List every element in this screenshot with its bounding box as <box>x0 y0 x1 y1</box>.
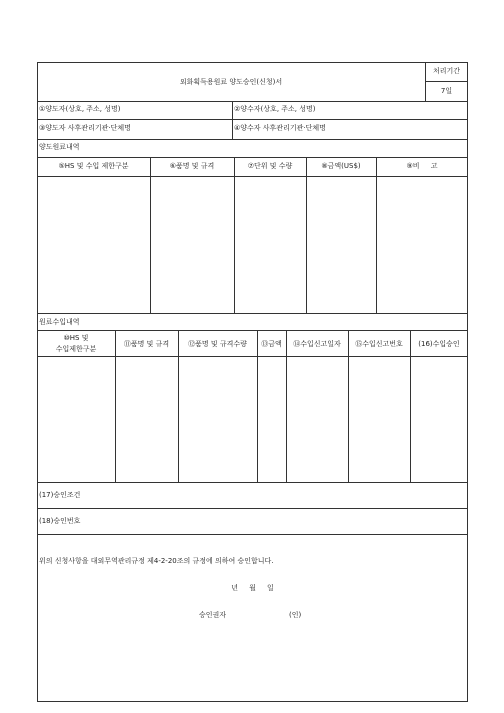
col-header: ⑬금액 <box>261 340 282 348</box>
row-line <box>37 508 468 509</box>
transferee-field: ②양수자(상호, 주소, 성명) <box>234 105 316 113</box>
col-line <box>150 157 151 313</box>
period-divider <box>425 81 468 82</box>
col-line <box>286 330 287 482</box>
col-header: ⑮수입신고번호 <box>355 340 403 348</box>
seal-mark: (인) <box>289 611 302 619</box>
col-header: ⑧금액(US$) <box>321 162 361 170</box>
form-border <box>37 62 468 702</box>
row-line <box>37 176 468 177</box>
col-header: ⑫품명 및 규격수량 <box>188 340 247 348</box>
row-line <box>37 482 468 483</box>
col-line <box>257 330 258 482</box>
col-line <box>410 330 411 482</box>
row-line <box>37 330 468 331</box>
processing-period-value: 7일 <box>440 87 453 95</box>
col-line <box>178 330 179 482</box>
import-section-label: 원료수입내역 <box>39 318 80 326</box>
transferee-agency-field: ④양수자 사후관리기관·단체명 <box>234 124 326 132</box>
approver-label: 승인권자 <box>199 611 227 619</box>
transferor-agency-field: ③양도자 사후관리기관·단체명 <box>39 124 131 132</box>
row-line <box>37 119 468 120</box>
col-header: ⑭수입신고일자 <box>293 340 341 348</box>
date-line: 년 월 일 <box>231 584 274 592</box>
col-line <box>306 157 307 313</box>
transferor-field: ①양도자(상호, 주소, 성명) <box>39 105 121 113</box>
col-line <box>234 157 235 313</box>
col-header: ⑦단위 및 수량 <box>247 162 293 170</box>
row-line <box>37 534 468 535</box>
approval-statement: 위의 신청사항을 대외무역관리규정 제4-2-20조의 규정에 의하여 승인합니다. <box>39 557 274 565</box>
row-line <box>37 139 468 140</box>
col-header-line1: ⑩HS 및 <box>63 334 89 342</box>
col-header: ⑤HS 및 수입 제한구분 <box>58 162 129 170</box>
col-line <box>348 330 349 482</box>
form-title: 외화획득용원료 양도승인(신청)서 <box>179 78 283 86</box>
col-header: ⑨비 고 <box>406 162 438 170</box>
col-header: ⑥품명 및 규격 <box>169 162 215 170</box>
row-line <box>37 356 468 357</box>
col-line <box>115 330 116 482</box>
processing-period-label: 처리기간 <box>432 67 461 75</box>
col-header: (16)수입승인 <box>418 340 460 348</box>
col-line <box>376 157 377 313</box>
row-line <box>37 157 468 158</box>
party-divider <box>232 101 233 139</box>
transfer-section-label: 양도원료내역 <box>39 143 80 151</box>
approval-number-field: (18)승인번호 <box>39 517 81 525</box>
approval-condition-field: (17)승인조건 <box>39 491 81 499</box>
col-header-line2: 수입제한구분 <box>55 345 97 353</box>
col-header: ⑪품명 및 규격 <box>123 340 170 348</box>
row-line <box>37 313 468 314</box>
row-line <box>37 101 468 102</box>
